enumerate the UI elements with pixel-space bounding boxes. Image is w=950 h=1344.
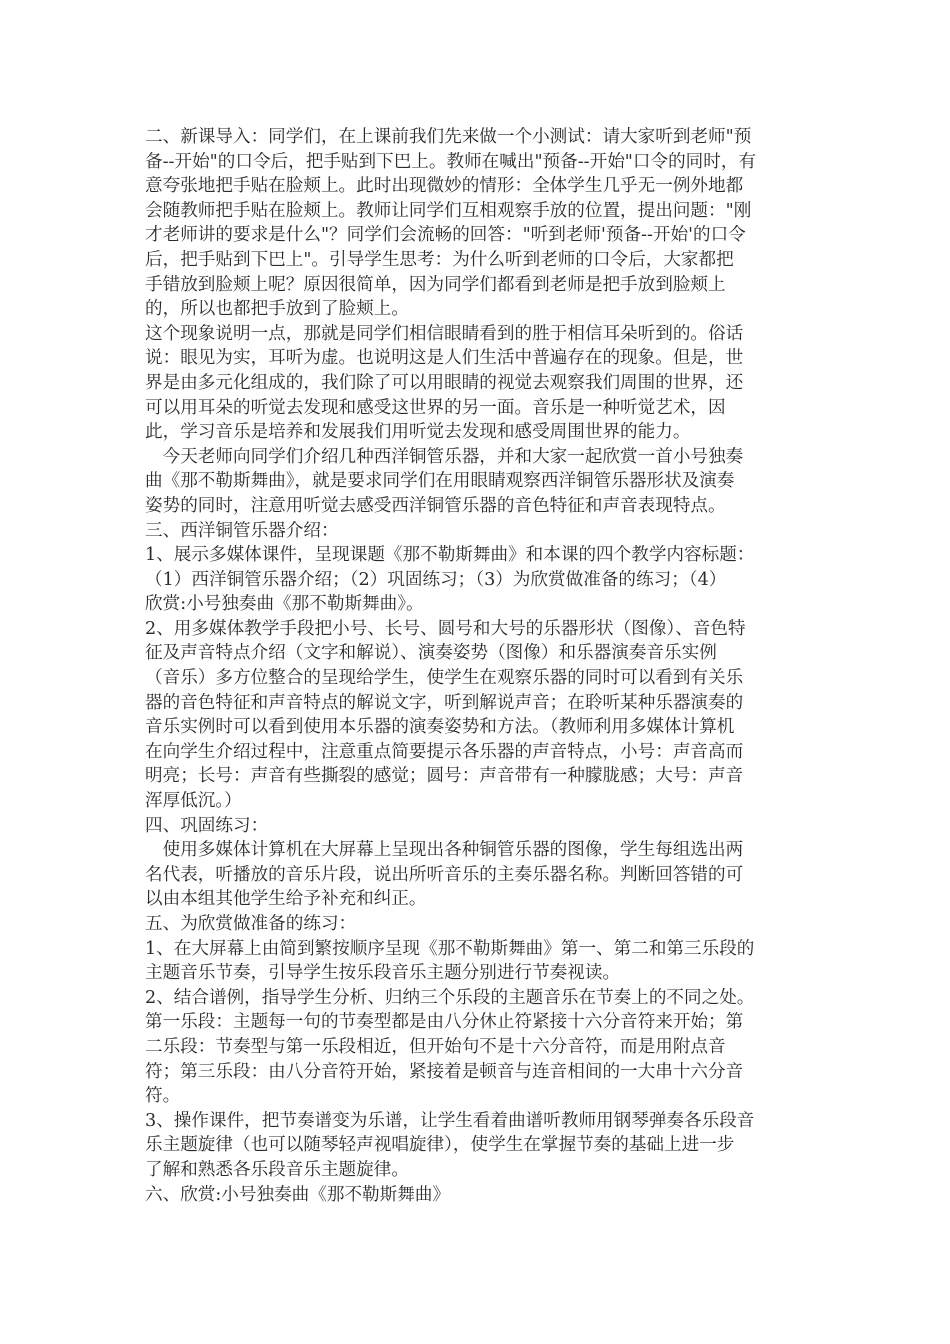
paragraph <box>145 125 810 322</box>
paragraph <box>145 445 810 519</box>
text-line: 2、用多媒体教学手段把小号、长号、圆号和大号的乐器形状（图像）、音色特 <box>145 618 746 639</box>
text-line: 第一乐段：主题每一句的节奏型都是由八分休止符紧接十六分音符来开始；第 <box>145 1012 744 1033</box>
text-line: 此，学习音乐是培养和发展我们用听觉去发现和感受周围世界的能力。 <box>145 422 691 443</box>
text-line: 征及声音特点介绍（文字和解说）、演奏姿势（图像）和乐器演奏音乐实例 <box>145 643 717 664</box>
paragraph <box>145 937 810 986</box>
paragraph <box>145 838 810 912</box>
paragraph <box>145 986 810 1109</box>
text-line: 3、操作课件，把节奏谱变为乐谱，让学生看着曲谱听教师用钢琴弹奏各乐段音 <box>145 1110 755 1131</box>
text-line: 姿势的同时，注意用听觉去感受西洋铜管乐器的音色特征和声音表现特点。 <box>145 495 726 516</box>
text-line: 备--开始"的口令后，把手贴到下巴上。教师在喊出"预备--开始"口令的同时，有 <box>145 151 757 172</box>
text-line: 明亮；长号：声音有些撕裂的感觉；圆号：声音带有一种朦胧感；大号：声音 <box>145 766 744 787</box>
text-line: 手错放到脸颊上呢？原因很简单，因为同学们都看到老师是把手放到脸颊上 <box>145 274 726 295</box>
document-page <box>145 125 810 1207</box>
text-line: 欣赏:小号独奏曲《那不勒斯舞曲》。 <box>145 594 424 615</box>
text-line: 界是由多元化组成的，我们除了可以用眼睛的视觉去观察我们周围的世界，还 <box>145 372 744 393</box>
text-line: 后，把手贴到下巴上"。引导学生思考：为什么听到老师的口令后，大家都把 <box>145 249 734 270</box>
text-line: 了解和熟悉各乐段音乐主题旋律。 <box>145 1159 409 1180</box>
text-line: 以由本组其他学生给予补充和纠正。 <box>145 889 427 910</box>
text-line: 符；第三乐段：由八分音符开始，紧接着是顿音与连音相间的一大串十六分音 <box>145 1061 744 1082</box>
paragraph <box>145 617 810 814</box>
paragraph <box>145 1183 810 1208</box>
text-line: 2、结合谱例，指导学生分析、归纳三个乐段的主题音乐在节奏上的不同之处。 <box>145 987 755 1008</box>
paragraph <box>145 543 810 617</box>
text-line: （音乐）多方位整合的呈现给学生，使学生在观察乐器的同时可以看到有关乐 <box>145 668 744 689</box>
text-line: 曲《那不勒斯舞曲》，就是要求同学们在用眼睛观察西洋铜管乐器形状及演奏 <box>145 471 735 492</box>
text-line: 使用多媒体计算机在大屏幕上呈现出各种铜管乐器的图像，学生每组选出两 <box>145 840 744 861</box>
text-line: 这个现象说明一点，那就是同学们相信眼睛看到的胜于相信耳朵听到的。俗话 <box>145 323 744 344</box>
text-line: 说：眼见为实，耳听为虚。也说明这是人们生活中普遍存在的现象。但是，世 <box>145 348 744 369</box>
text-line: 浑厚低沉。） <box>145 791 242 812</box>
text-line: 意夸张地把手贴在脸颊上。此时出现微妙的情形：全体学生几乎无一例外地都 <box>145 176 744 197</box>
paragraph <box>145 912 810 937</box>
paragraph <box>145 1109 810 1183</box>
text-line: 名代表，听播放的音乐片段，说出所听音乐的主奏乐器名称。判断回答错的可 <box>145 864 744 885</box>
paragraph <box>145 814 810 839</box>
text-line: 的，所以也都把手放到了脸颊上。 <box>145 299 409 320</box>
text-line: 六、欣赏:小号独奏曲《那不勒斯舞曲》 <box>145 1184 451 1205</box>
text-line: 器的音色特征和声音特点的解说文字，听到解说声音；在聆听某种乐器演奏的 <box>145 692 744 713</box>
text-line: 符。 <box>145 1086 181 1107</box>
text-line: 才老师讲的要求是什么"？同学们会流畅的回答："听到老师'预备--开始'的口令 <box>145 225 746 246</box>
text-line: 四、巩固练习： <box>145 815 269 836</box>
paragraph <box>145 322 810 445</box>
text-line: 乐主题旋律（也可以随琴轻声视唱旋律），使学生在掌握节奏的基础上进一步 <box>145 1135 735 1156</box>
text-line: 可以用耳朵的听觉去发现和感受这世界的另一面。音乐是一种听觉艺术，因 <box>145 397 726 418</box>
text-line: （1）西洋铜管乐器介绍；（2）巩固练习；（3）为欣赏做准备的练习；（4） <box>145 569 727 590</box>
text-line: 二乐段：节奏型与第一乐段相近，但开始句不是十六分音符，而是用附点音 <box>145 1036 726 1057</box>
text-line: 三、西洋铜管乐器介绍： <box>145 520 339 541</box>
text-line: 音乐实例时可以看到使用本乐器的演奏姿势和方法。（教师利用多媒体计算机 <box>145 717 735 738</box>
text-line: 今天老师向同学们介绍几种西洋铜管乐器，并和大家一起欣赏一首小号独奏 <box>145 446 744 467</box>
paragraph <box>145 519 810 544</box>
text-line: 二、新课导入：同学们，在上课前我们先来做一个小测试：请大家听到老师"预 <box>145 127 752 147</box>
text-line: 五、为欣赏做准备的练习： <box>145 914 357 934</box>
text-line: 1、展示多媒体课件，呈现课题《那不勒斯舞曲》和本课的四个教学内容标题： <box>145 545 755 566</box>
text-line: 在向学生介绍过程中，注意重点简要提示各乐器的声音特点，小号：声音高而 <box>145 741 744 762</box>
text-line: 主题音乐节奏，引导学生按乐段音乐主题分别进行节奏视读。 <box>145 963 621 984</box>
text-line: 会随教师把手贴在脸颊上。教师让同学们互相观察手放的位置，提出问题："刚 <box>145 200 752 221</box>
text-line: 1、在大屏幕上由简到繁按顺序呈现《那不勒斯舞曲》第一、第二和第三乐段的 <box>145 938 755 959</box>
